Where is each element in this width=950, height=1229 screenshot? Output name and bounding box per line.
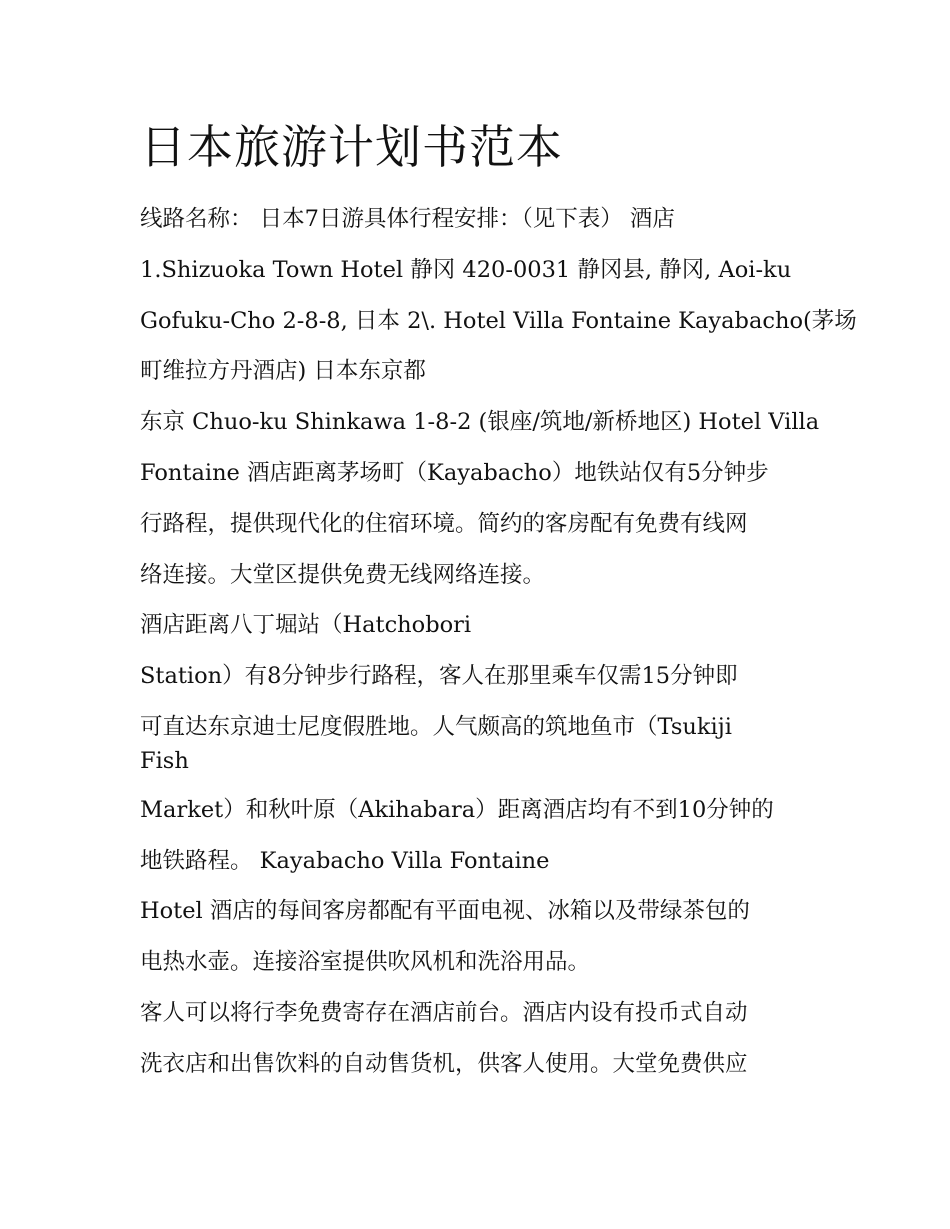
text-line: Station）有8分钟步行路程，客人在那里乘车仅需15分钟即	[140, 663, 738, 690]
text-line: Fish	[140, 747, 189, 774]
text-line: 可直达东京迪士尼度假胜地。人气颇高的筑地鱼市（Tsukiji	[140, 713, 732, 740]
text-line: 电热水壶。连接浴室提供吹风机和洗浴用品。	[140, 949, 591, 976]
text-line: 町维拉方丹酒店) 日本东京都	[140, 358, 426, 385]
text-line: 地铁路程。 Kayabacho Villa Fontaine	[140, 847, 550, 874]
document-page	[140, 112, 857, 1090]
document-body	[140, 194, 857, 1090]
text-line: 线路名称： 日本7日游具体行程安排：（见下表） 酒店	[140, 206, 675, 232]
text-line: 1.Shizuoka Town Hotel 静冈 420-0031 静冈县, 静冈, Aoi-ku	[140, 256, 792, 283]
document-title: 日本旅游计划书范本	[140, 120, 563, 174]
text-line: Gofuku-Cho 2-8-8, 日本 2\. Hotel Villa Fontaine Kayabacho(茅场	[140, 307, 857, 334]
text-line: Fontaine 酒店距离茅场町（Kayabacho）地铁站仅有5分钟步	[140, 459, 769, 486]
text-line: 行路程，提供现代化的住宿环境。简约的客房配有免费有线网	[140, 510, 748, 537]
text-line: 络连接。大堂区提供免费无线网络连接。	[140, 561, 546, 588]
text-line: 酒店距离八丁堀站（Hatchobori	[140, 612, 472, 639]
text-line: Market）和秋叶原（Akihabara）距离酒店均有不到10分钟的	[140, 796, 774, 823]
text-line: Hotel 酒店的每间客房都配有平面电视、冰箱以及带绿茶包的	[140, 898, 750, 925]
text-line: 客人可以将行李免费寄存在酒店前台。酒店内设有投币式自动	[140, 999, 748, 1026]
text-line: 东京 Chuo-ku Shinkawa 1-8-2 (银座/筑地/新桥地区) Hotel Villa	[140, 409, 820, 436]
text-line: 洗衣店和出售饮料的自动售货机，供客人使用。大堂免费供应	[140, 1050, 748, 1077]
